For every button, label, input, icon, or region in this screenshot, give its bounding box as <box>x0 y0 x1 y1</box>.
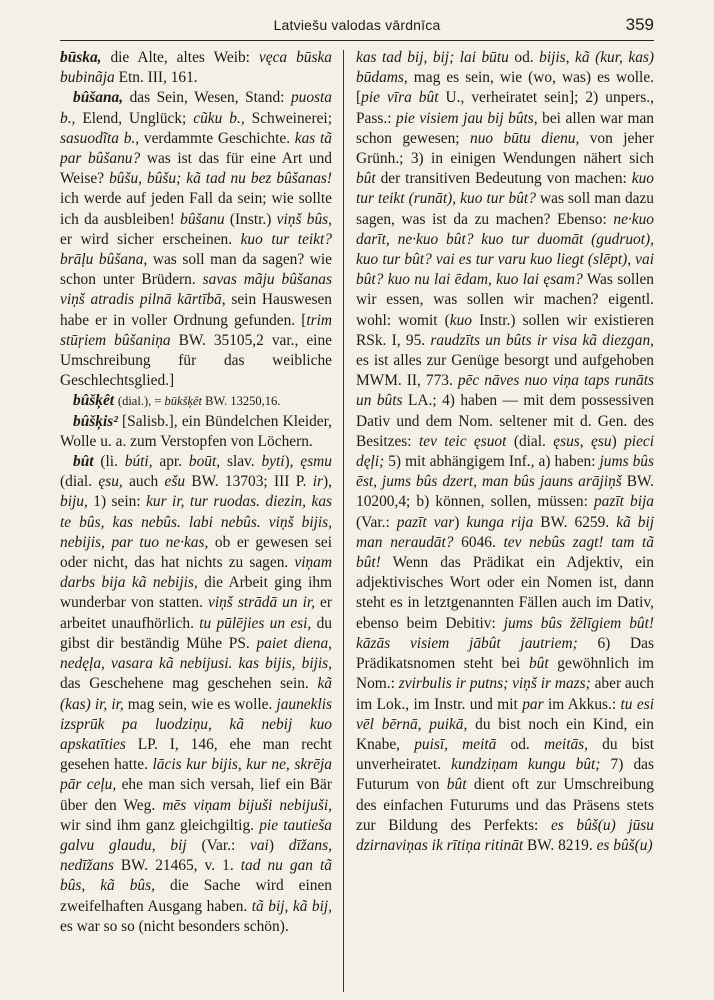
right-column <box>356 48 654 994</box>
dictionary-entry: bûšana, das Sein, Wesen, Stand: puosta b., Elend, Unglück; cũku b., Schweinerei; sasuodĩta b., verdammte Geschichte. kas tã par bûšanu? was ist das für eine Art und Weise? bûšu, bûšu; kã tad nu bez bûšanas! ich werde auf jeden Fall da sein; wie sollte ich da ausbleiben! bûšanu (Instr.) viņš bûs, er wird sicher erscheinen. kuo tur teikt? brāļu bûšana, was soll man da sagen? wie schon unter Brüdern. savas mãju bûšanas viņš atradis pilnā kārtībā, sein Hauswesen habe er in voller Ordnung gefunden. [trim stūŗiem bûšaniņa BW. 35105,2 var., eine Umschreibung für das weibliche Geschlechtsglied.] <box>60 89 332 390</box>
page-header <box>60 14 654 41</box>
dictionary-entry: bût (li. búti, apr. boūt, slav. byti), ęsmu (dial. ęsu, auch ešu BW. 13703; III P. ir), biju, 1) sein: kur ir, tur ruodas. diezin, kas te bûs, kas nebûs. labi nebûs. viņš bijis, nebijis, par tuo ne·kas, ob er gewesen sei oder nicht, das hat nichts zu sagen. viņam darbs bija kã nebijis, die Arbeit ging ihm wunderbar von statten. viņš strādā un ir, er arbeitet unaufhörlich. tu pūlējies un esi, du gibst dir beständig Mühe PS. paiet diena, nedęļa, vasara kã nebijusi. kas bijis, bijis, das Geschehene mag geschehen sein. kã (kas) ir, ir, mag sein, wie es wolle. jauneklis izsprūk pa luodziņu, kã nebij kuo apskatīties LP. I, 146, ehe man recht gesehen hatte. lācis kur bijis, kur ne, skrēja pār ceļu, ehe man sich versah, lief ein Bär über den Weg. mēs viņam bijuši nebijuši, wir sind ihm ganz gleichgiltig. pie tautieša galvu glaudu, bij (Var.: vai) dīžans, nedīžans BW. 21465, v. 1. tad nu gan tã bûs, kã bûs, die Sache wird einen zweifelhaften Ausgang haben. tã bij, kã bij, es war so so (nicht besonders schön). <box>60 453 332 935</box>
dictionary-entry: būska, die Alte, altes Weib: vęca būska bubinãja Etn. III, 161. <box>60 49 332 87</box>
left-column <box>60 48 332 994</box>
running-title: Latviešu valodas vārdnīca <box>273 17 441 33</box>
dictionary-entry: bûšķêt (dial.), = būkšķêt BW. 13250,16. <box>73 392 281 410</box>
dictionary-entry: bûšķis² [Salisb.], ein Bündelchen Kleider, Wolle u. a. zum Verstopfen von Löchern. <box>60 412 332 450</box>
dictionary-entry: kas tad bij, bij; lai būtu od. bijis, kã (kur, kas) būdams, mag es sein, wie (wo, was) es wolle. [pie vīra bût U., verheiratet sein]; 2) unpers., Pass.: pie visiem jau bij bûts, bei allen war man schon gewesen; nuo būtu dienu, von jeher Grünh.; 3) in einigen Wendungen nähert sich bût der transitiven Bedeutung von machen: kuo tur teikt (runāt), kuo tur bût? was soll man dazu sagen, was ist da zu machen? Ebenso: ne·kuo darīt, ne·kuo bût? kuo tur duomāt (gudruot), kuo tur bût? vai es tur varu kuo liegt (slēpt), vai bût? kuo nu lai ēdam, kuo lai ęsam? Was sollen wir essen, was sollen wir machen? eigentl. wohl: womit (kuo Instr.) sollen wir existieren RSk. I, 95. raudzīts un bûts ir visa kã diezgan, es ist alles zur Genüge besorgt und aufgehoben MWM. II, 773. pēc nāves nuo viņa taps runāts un bûts LA.; 4) haben — mit dem possessiven Dativ und dem Nom. seltener mit d. Gen. des Besitzes: tev teic ęsuot (dial. ęsus, ęsu) pieci dęļi; 5) mit abhängigem Inf., a) haben: jums bûs ēst, jums bûs dzert, man bûs jauns arājiņš BW. 10200,4; b) können, sollen, müssen: pazīt bija (Var.: pazīt var) kunga rija BW. 6259. kã bij man neraudāt? 6046. tev nebûs zagt! tam tã bût! Wenn das Prädikat ein Adjektiv, ein adjektivisches Wort oder ein Nomen ist, dann steht es in letztgenannten Fällen auch im Dativ, ebenso beim Debitiv: jums bûs žēlīgiem bût! kāzās visiem jābût jautriem; 6) Das Prädikatsnomen steht bei bût gewöhnlich im Nom.: zvirbulis ir putns; viņš ir mazs; aber auch im Lok., im Instr. und mit par im Akkus.: tu esi vēl bērnā, puikā, du bist noch ein Kind, ein Knabe, puisī, meitā od. meitās, du bist unverheiratet. kundziņam kungu bût; 7) das Futurum von bût dient oft zur Umschreibung des einfachen Futurums und das Präsens stets zur Bildung des Perfekts: es bûš(u) jūsu dzirnaviņas ik rītiņa ritināt BW. 8219. es bûš(u) <box>356 49 654 854</box>
page-number: 359 <box>625 15 654 34</box>
column-divider <box>343 50 344 992</box>
